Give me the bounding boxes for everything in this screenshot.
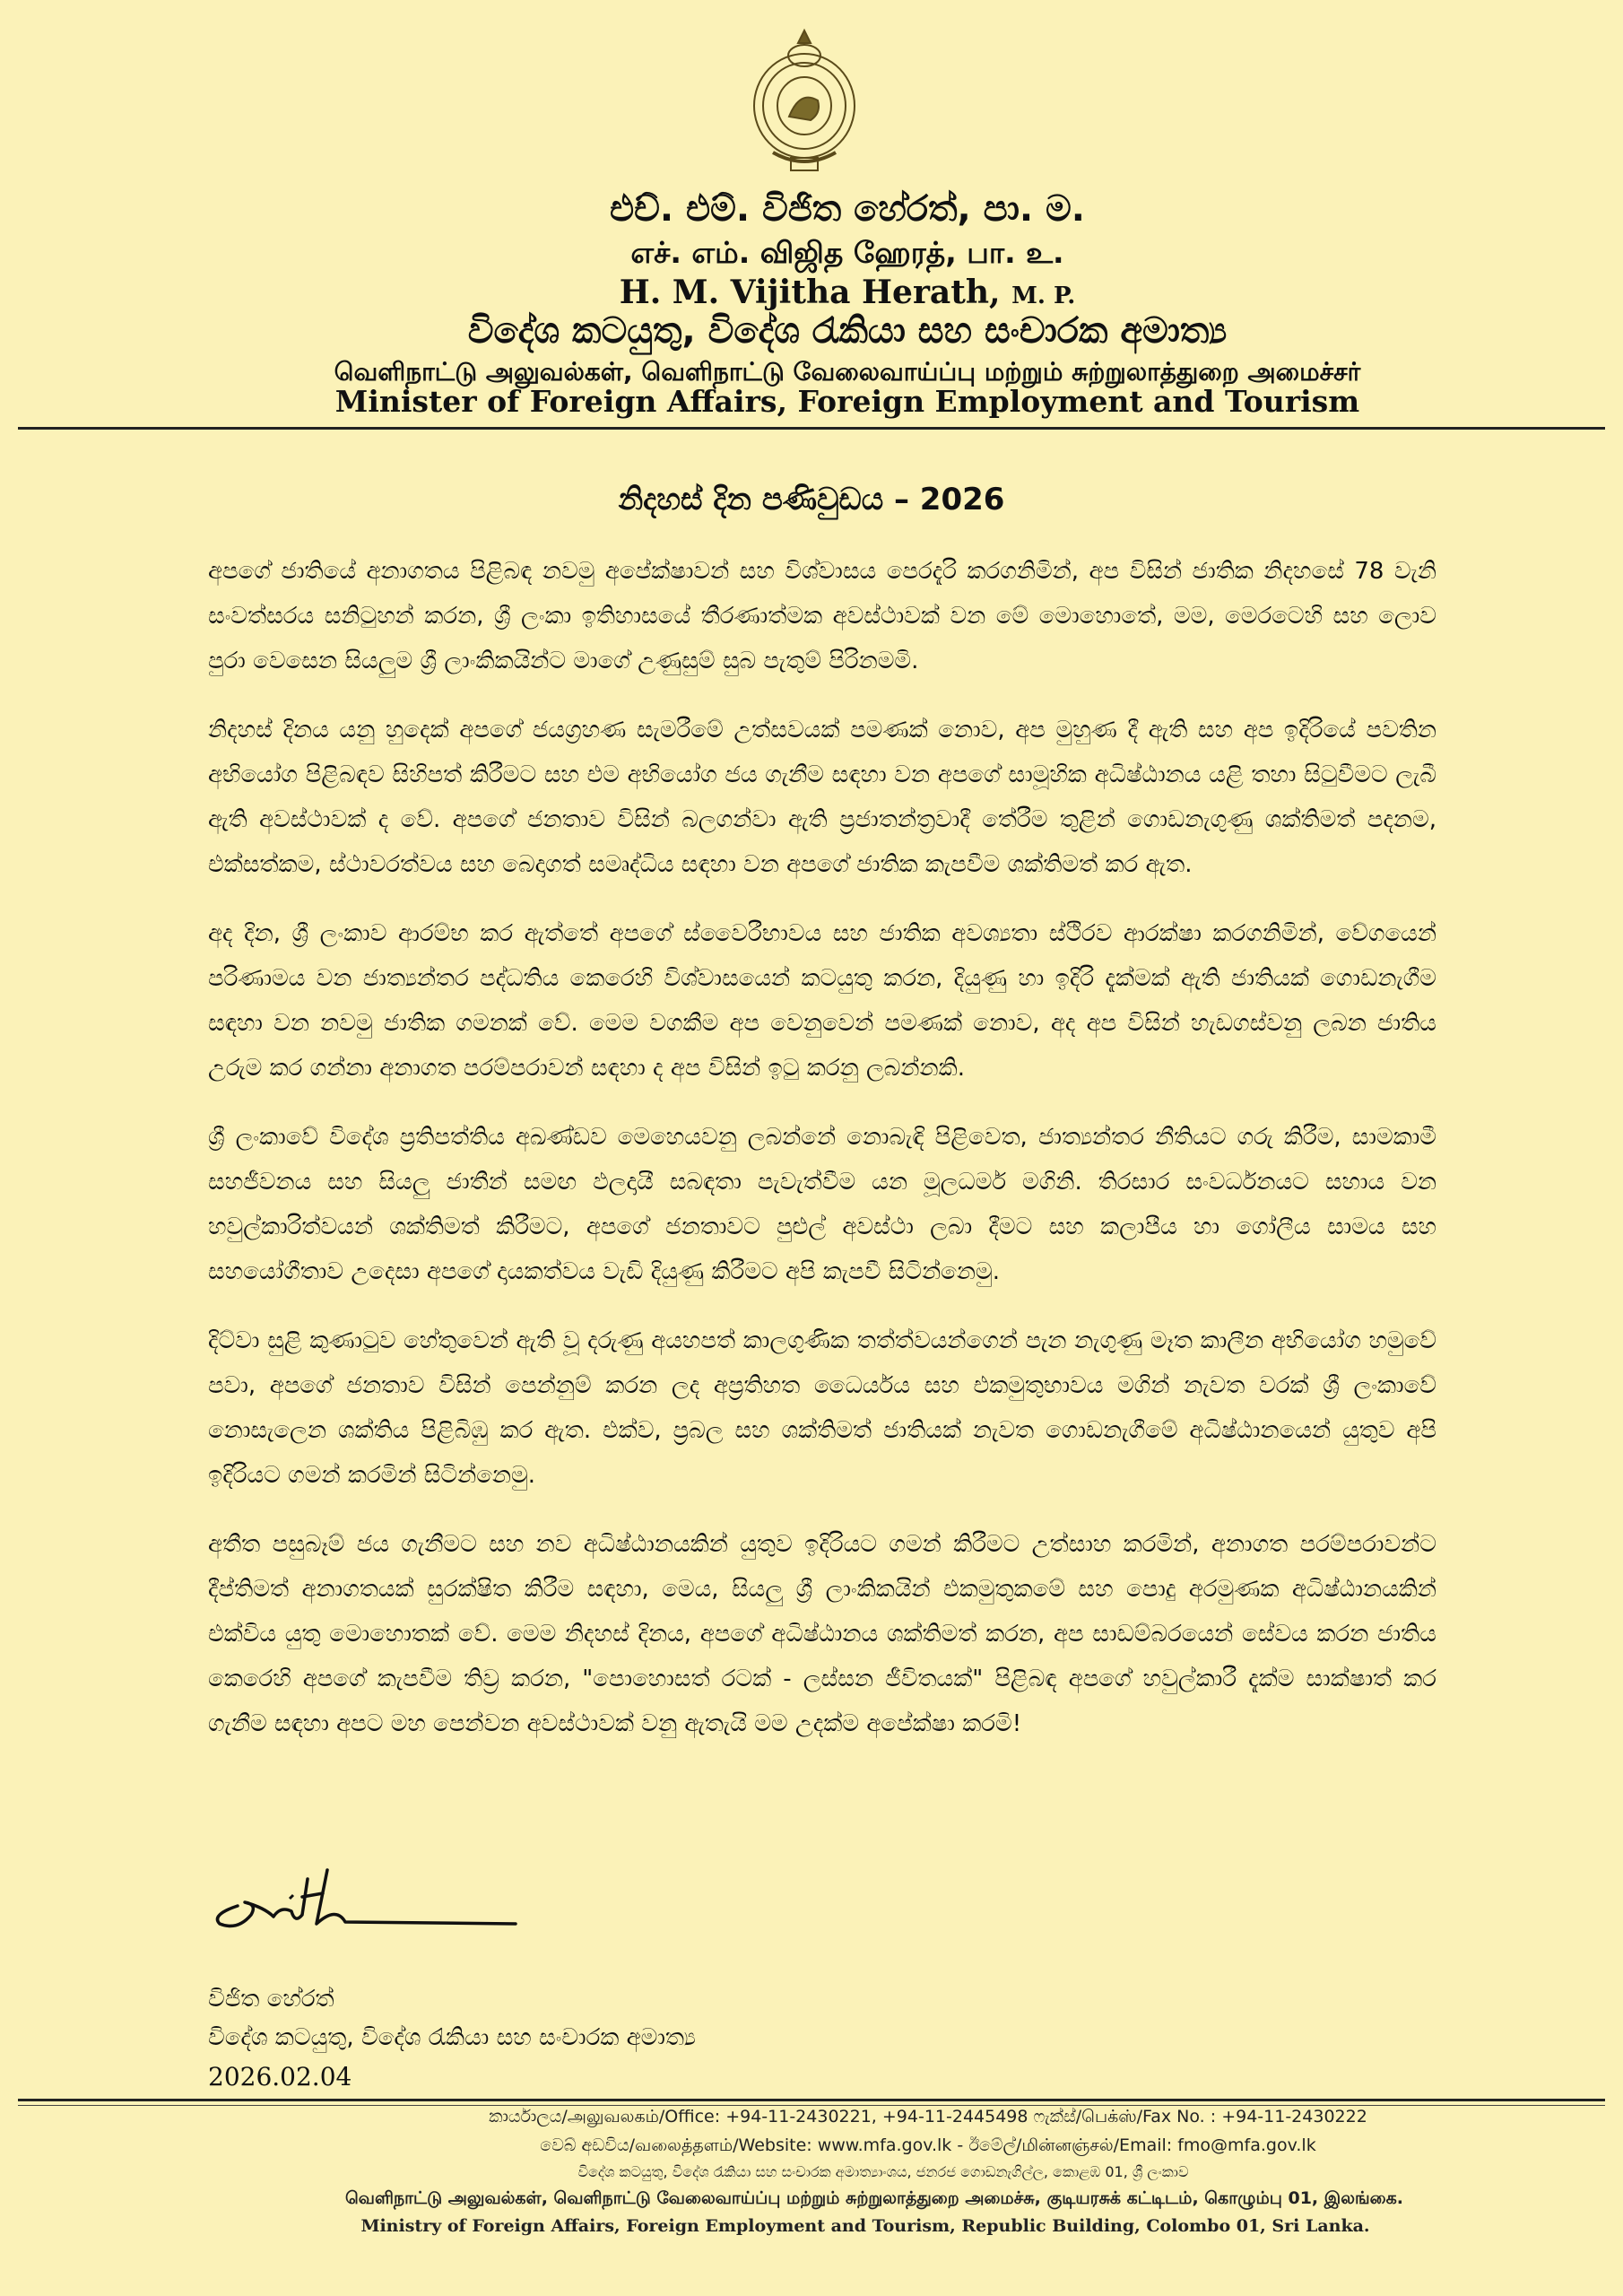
document-title: නිදහස් දින පණිවුඩය – 2026 [618, 482, 1005, 517]
paragraph: ශ්‍රී ලංකාවේ විදේශ ප්‍රතිපත්තිය අඛණ්ඩව මෙහෙයවනු ලබන්නේ නොබැඳි පිළිවෙත, ජාත්‍යන්තර නීතියට ගරු කිරීම, සාමකාමී සහජීවනය සහ සියලු ජාතීන් සමඟ ඵලදායී සබඳතා පැවැත්වීම යන මූලධර්ම මගිනි. තිරසාර සංවර්ධනයට සහාය වන හවුල්කාරිත්වයන් ශක්තිමත් කිරීමට, අපගේ ජනතාවට පුළුල් අවස්ථා ලබා දීමට සහ කලාපීය හා ගෝලීය සාමය සහ සහයෝගීතාව උදෙසා අපගේ දායකත්වය වැඩි දියුණු කිරීමට අපි කැපවී සිටින්නෙමු. [208, 1124, 1436, 1285]
signature-block [208, 1980, 696, 2096]
minister-name-english [36, 274, 1623, 311]
paragraph: අද දින, ශ්‍රී ලංකාව ආරම්භ කර ඇත්තේ අපගේ ස්වෛරීභාවය සහ ජාතික අවශ්‍යතා ස්ථිරව ආරක්ෂා කරගනිමින්, වේගයෙන් පරිණාමය වන ජාත්‍යන්තර පද්ධතිය කෙරෙහි විශ්වාසයෙන් කටයුතු කරන, දියුණු හා ඉදිරි දැක්මක් ඇති ජාතියක් ගොඩනැගීම සඳහා වන නවමු ජාතික ගමනක් වේ. මෙම වගකීම අප වෙනුවෙන් පමණක් නොව, අද අප විසින් හැඩගස්වනු ලබන ජාතිය උරුම කර ගන්නා අනාගත පරම්පරාවන් සඳහා ද අප විසින් ඉටු කරනු ලබන්නකි. [208, 920, 1436, 1082]
minister-name-sinhala: එච්. එම්. විජිත හේරත්, පා. ම. [610, 188, 1085, 230]
minister-title-tamil: வெளிநாட்டு அலுவல்கள், வெளிநாட்டு வேலைவாய்ப்பு மற்றும் சுற்றுலாத்துறை அமைச்சர் [334, 357, 1361, 387]
minister-title-sinhala: විදේශ කටයුතු, විදේශ රැකියා සහ සංචාරක අමාත්‍ය [467, 310, 1228, 352]
footer-address-sinhala: විදේශ කටයුතු, විදේශ රැකියා සහ සංචාරක අමාත්‍යාංශය, ජනරජ ගොඩනැගිල්ල, කොළඹ 01, ශ්‍රී ලංකාව [577, 2163, 1189, 2180]
minister-name-tamil: எச். எம். விஜித ஹேரத், பா. உ. [630, 235, 1064, 270]
header-divider [18, 427, 1605, 430]
footer-divider [18, 2099, 1605, 2101]
paragraph: නිදහස් දිනය යනු හුදෙක් අපගේ ජයග්‍රහණ සැමරීමේ උත්සවයක් පමණක් නොව, අප මුහුණ දී ඇති සහ අප ඉදිරියේ පවතින අභියෝග පිළිබඳව සිහිපත් කිරීමට සහ එම අභියෝග ජය ගැනීම සඳහා වන අපගේ සාමූහික අධිෂ්ඨානය යළි තහා සිටුවීමට ලැබී ඇති අවස්ථාවක් ද වේ. අපගේ ජනතාව විසින් බලගන්වා ඇති ප්‍රජාතන්ත්‍රවාදී තේරීම තුළින් ගොඩනැගුණු ශක්තිමත් පදනම, එක්සත්කම, ස්ථාවරත්වය සහ බෙදාගත් සමෘද්ධිය සඳහා වන අපගේ ජාතික කැපවීම ශක්තිමත් කර ඇත. [208, 717, 1436, 878]
footer-address-english: Ministry of Foreign Affairs, Foreign Employment and Tourism, Republic Building, Colombo 01, Sri Lanka. [360, 2216, 1370, 2236]
handwritten-signature [202, 1852, 587, 1951]
minister-title-english: Minister of Foreign Affairs, Foreign Employment and Tourism [334, 384, 1360, 419]
paragraph: දිට්වා සුළි කුණාටුව හේතුවෙන් ඇති වූ දරුණු අයහපත් කාලගුණික තත්ත්වයන්ගෙන් පැන නැගුණු මෑත කාලීන අභියෝග හමුවේ පවා, අපගේ ජනතාව විසින් පෙන්නුම් කරන ලද අප්‍රතිහත ධෛර්යය සහ එකමුතුභාවය මගින් නැවත වරක් ශ්‍රී ලංකාවේ නොසැලෙන ශක්තිය පිළිබිඹු කර ඇත. එක්ව, ප්‍රබල සහ ශක්තිමත් ජාතියක් නැවත ගොඩනැගීමේ අධිෂ්ඨානයෙන් යුතුව අපි ඉදිරියට ගමන් කරමින් සිටින්නෙමු. [208, 1327, 1436, 1489]
minister-name-english-suffix: M. P. [1011, 283, 1076, 309]
minister-name-english-text: H. M. Vijitha Herath, [619, 274, 1001, 311]
footer-contact-phone: කාර්යාලය/அலுவலகம்/Office: +94-11-2430221, +94-11-2445498 ෆැක්ස්/பெக்ஸ்/Fax No. : +94-11-2430222 [489, 2107, 1367, 2126]
signatory-title: විදේශ කටයුතු, විදේශ රැකියා සහ සංචාරක අමාත්‍ය [208, 2024, 696, 2051]
footer-divider-thin [18, 2105, 1605, 2106]
letter-date: 2026.02.04 [208, 2062, 352, 2092]
message-body [208, 549, 1436, 1770]
paragraph: අපගේ ජාතියේ අනාගතය පිළිබඳ නවමු අපේක්ෂාවන් සහ විශ්වාසය පෙරදැරි කරගනිමින්, අප විසින් ජාතික නිදහසේ 78 වැනි සංවත්සරය සනිටුහන් කරන, ශ්‍රී ලංකා ඉතිහාසයේ තීරණාත්මක අවස්ථාවක් වන මේ මොහොතේ, මම, මෙරටෙහි සහ ලොව පුරා වෙසෙන සියලුම ශ්‍රී ලාංකිකයින්ට මාගේ උණුසුම් සුබ පැතුම් පිරිනමමි. [208, 558, 1436, 674]
paragraph: අතීත පසුබෑම් ජය ගැනීමට සහ නව අධිෂ්ඨානයකින් යුතුව ඉදිරියට ගමන් කිරීමට උත්සාහ කරමින්, අනාගත පරම්පරාවන්ට දීප්තිමත් අනාගතයක් සුරක්ෂිත කිරීම සඳහා, මෙය, සියලු ශ්‍රී ලාංකිකයින් එකමුතුකමේ සහ පොදු අරමුණක අධිෂ්ඨානයකින් එක්විය යුතු මොහොතක් වේ. මෙම නිදහස් දිනය, අපගේ අධිෂ්ඨානය ශක්තිමත් කරන, අප සාඩම්බරයෙන් සේවය කරන ජාතිය කෙරෙහි අපගේ කැපවීම තිව්‍ර කරන, "පොහොසත් රටක් - ලස්සන ජීවිතයක්" පිළිබඳ අපගේ හවුල්කාරී දැක්ම සාක්ෂාත් කර ගැනීම සඳහා අපට මහ පෙන්වන අවස්ථාවක් වනු ඇතැයි මම උදක්ම අපේක්ෂා කරමි! [208, 1531, 1436, 1737]
state-emblem-icon [746, 27, 863, 175]
footer-contact-web: වෙබ් අඩවිය/வலைத்தளம்/Website: www.mfa.gov.lk - ඊමේල්/மின்னஞ்சல்/Email: fmo@mfa.gov.lk [540, 2135, 1316, 2155]
footer-address-tamil: வெளிநாட்டு அலுவல்கள், வெளிநாட்டு வேலைவாய்ப்பு மற்றும் சுற்றுலாத்துறை அமைச்சு, குடியரசுக் கட்டிடம், கொழும்பு 01, இலங்கை. [344, 2188, 1404, 2208]
signatory-name: විජිත හේරත් [208, 1986, 334, 2013]
